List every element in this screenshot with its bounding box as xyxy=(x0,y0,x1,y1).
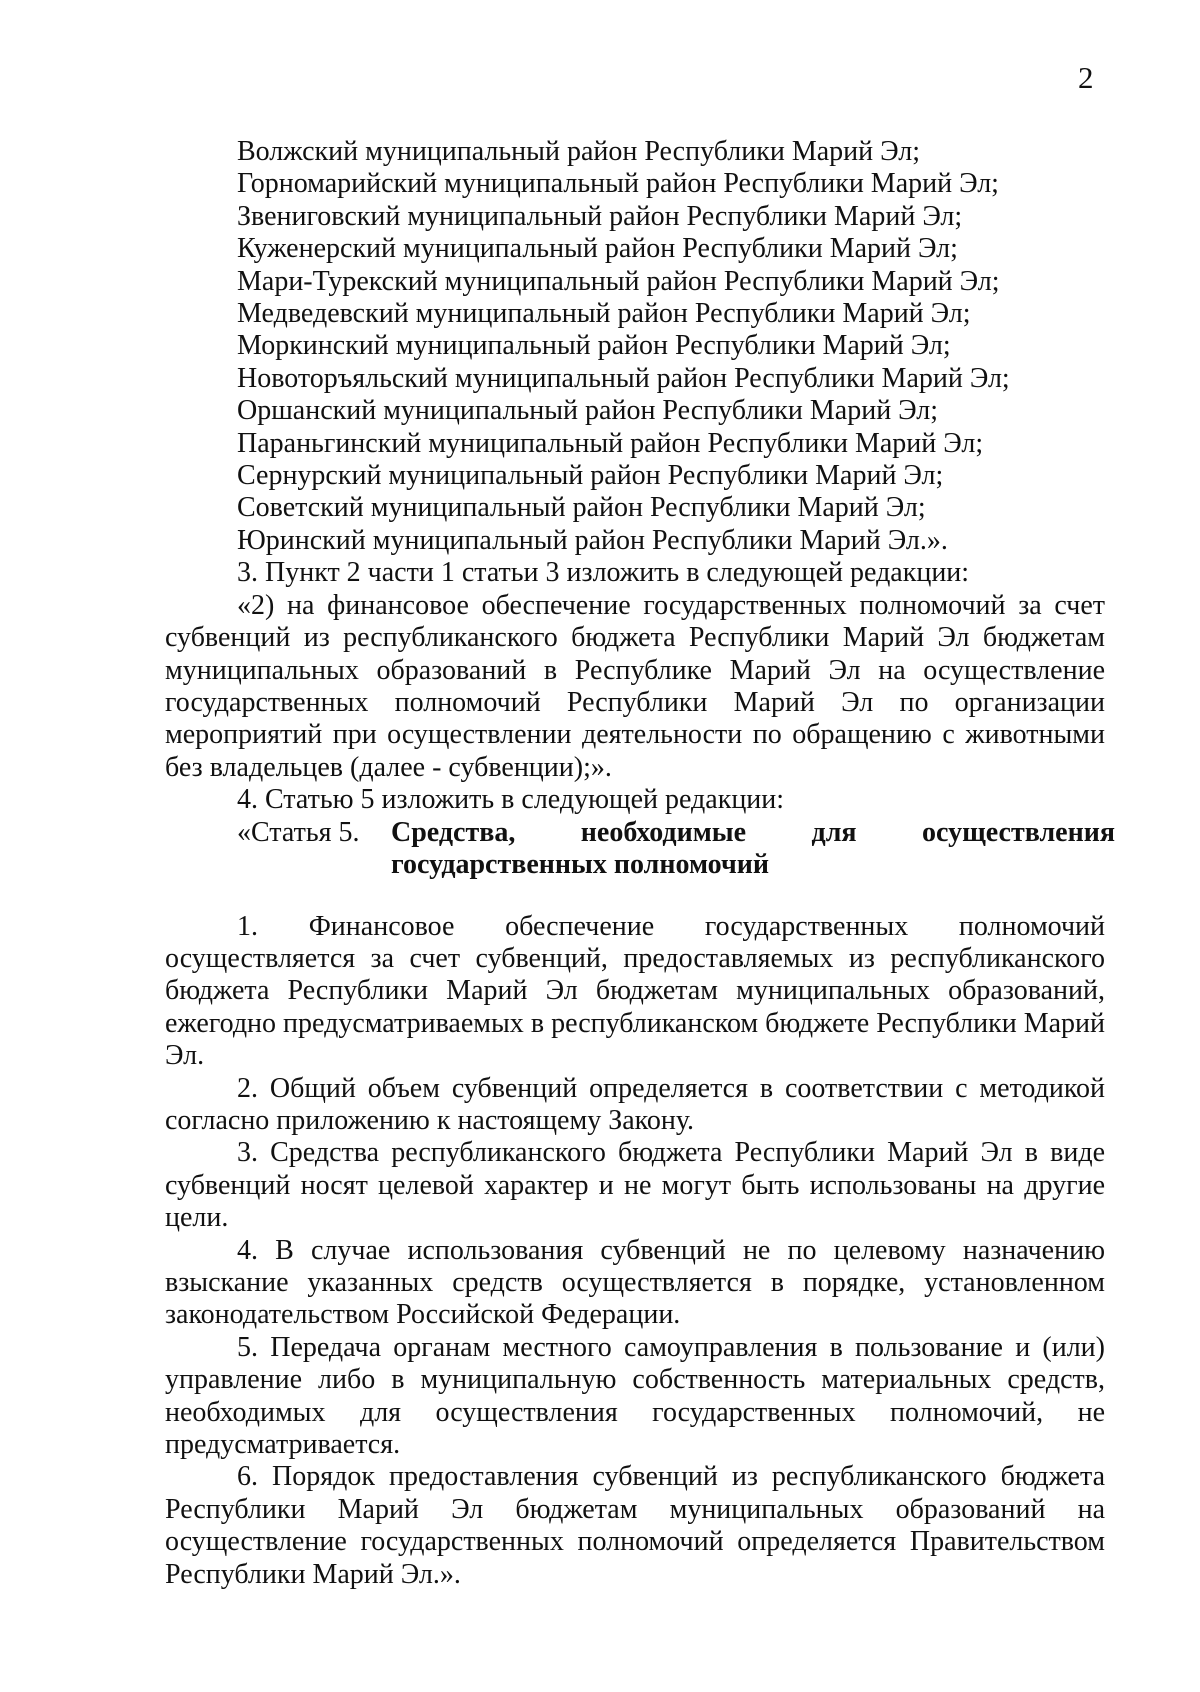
district-list xyxy=(165,136,1105,557)
article-title-word: необходимые xyxy=(580,816,747,848)
page-number: 2 xyxy=(1078,60,1094,95)
district-line: Звениговский муниципальный район Республики Марий Эл; xyxy=(237,200,963,232)
district-line: Куженерский муниципальный район Республики Марий Эл; xyxy=(237,233,958,265)
spacer xyxy=(165,883,1105,911)
article-title-word: для xyxy=(811,816,857,848)
district-line: Новоторъяльский муниципальный район Республики Марий Эл; xyxy=(237,362,1010,394)
article-paragraph-1: 1. Финансовое обеспечение государственных полномочий осуществляется за счет субвенций, предоставляемых из республиканского бюджета Республики Марий Эл бюджетам муниципальных образований, ежегодно предусматриваемых в республиканском бюджете Республики Марий Эл. xyxy=(165,910,1105,1072)
district-line: Медведевский муниципальный район Республики Марий Эл; xyxy=(237,298,971,330)
district-line: Параньгинский муниципальный район Республики Марий Эл; xyxy=(237,427,984,459)
article-label: «Статья 5. xyxy=(237,816,360,848)
district-line: Моркинский муниципальный район Республики Марий Эл; xyxy=(237,330,951,362)
article-heading xyxy=(165,816,1115,883)
article-title xyxy=(391,817,1115,882)
district-line: Горномарийский муниципальный район Республики Марий Эл; xyxy=(237,168,999,200)
district-line: Волжский муниципальный район Республики Марий Эл; xyxy=(237,136,920,167)
document-body xyxy=(165,136,1115,1591)
district-line: Мари-Турекский муниципальный район Республики Марий Эл; xyxy=(237,265,1000,297)
article-title-word: осуществления xyxy=(922,816,1115,848)
article-paragraph-3: 3. Средства республиканского бюджета Республики Марий Эл в виде субвенций носят целевой характер и не могут быть использованы на другие цели. xyxy=(165,1137,1105,1234)
district-line: Сернурский муниципальный район Республики Марий Эл; xyxy=(237,460,944,492)
item4-heading: 4. Статью 5 изложить в следующей редакции: xyxy=(237,784,785,816)
district-line: Советский муниципальный район Республики Марий Эл; xyxy=(237,492,926,524)
article-paragraph-5: 5. Передача органам местного самоуправления в пользование и (или) управление либо в муниципальную собственность материальных средств, необходимых для осуществления государственных полномочий, не предусматривается. xyxy=(165,1331,1105,1461)
district-line: Оршанский муниципальный район Республики Марий Эл; xyxy=(237,395,939,427)
article-title-line1 xyxy=(391,817,1115,849)
district-line: Юринский муниципальный район Республики Марий Эл.». xyxy=(237,524,948,556)
article-paragraph-6: 6. Порядок предоставления субвенций из республиканского бюджета Республики Марий Эл бюджетам муниципальных образований на осуществление государственных полномочий определяется Правительством Республики Марий Эл.». xyxy=(165,1461,1105,1590)
item3-text: «2) на финансовое обеспечение государственных полномочий за счет субвенций из республиканского бюджета Республики Марий Эл бюджетам муниципальных образований в Республике Марий Эл на осуществление государственных полномочий Республики Марий Эл по организации мероприятий при осуществлении деятельности по обращению с животными без владельцев (далее - субвенции);». xyxy=(165,589,1105,783)
item3-heading: 3. Пункт 2 части 1 статьи 3 изложить в следующей редакции: xyxy=(237,557,970,589)
article-title-word: Средства, xyxy=(391,816,516,848)
article-title-line2: государственных полномочий xyxy=(391,848,770,880)
article-paragraph-4: 4. В случае использования субвенций не по целевому назначению взыскание указанных средств осуществляется в порядке, установленном законодательством Российской Федерации. xyxy=(165,1234,1105,1331)
article-paragraph-2: 2. Общий объем субвенций определяется в соответствии с методикой согласно приложению к настоящему Закону. xyxy=(165,1072,1105,1136)
